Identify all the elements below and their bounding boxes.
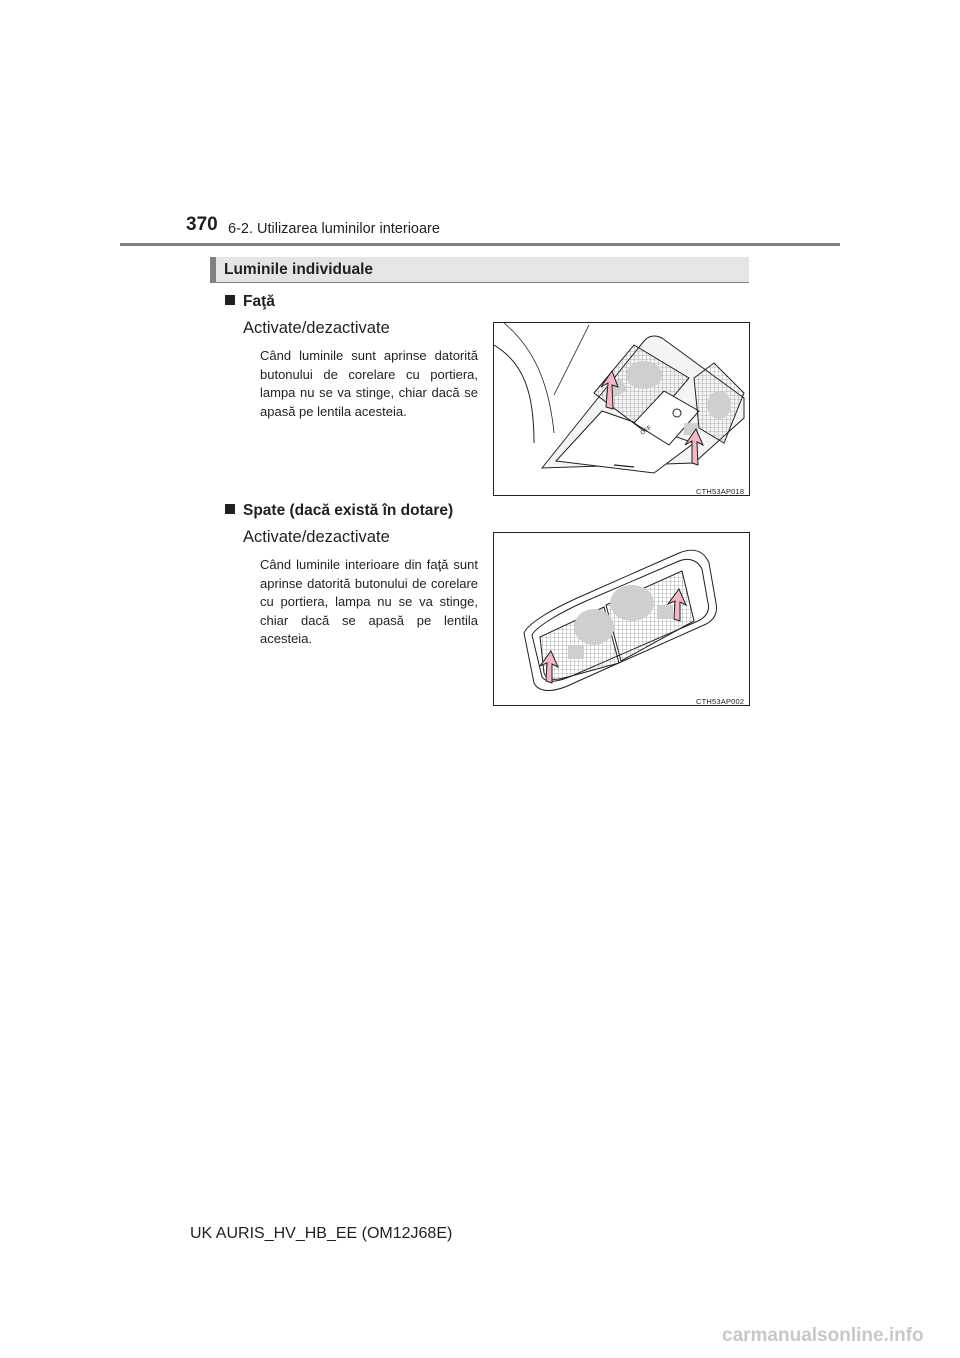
item-rear-description: Când luminile interioare din faţă sunt aprinse datorită butonului de corelare cu portiera, lampa nu se va stinge, chiar dacă se apasă pe lentila acesteia. [260,557,478,646]
watermark-logo: carmanualsonline.info [722,1325,924,1346]
front-lamp-illustration [494,323,750,496]
item-rear-title-row [225,502,453,520]
rear-lamp-illustration [494,533,750,706]
page-number: 370 [186,214,218,235]
item-front-subtitle: Activate/dezactivate [243,319,390,337]
section-title: 6-2. Utilizarea luminilor interioare [228,221,440,237]
rear-figure-code: CTH53AP002 [696,697,745,706]
footer-model-code: UK AURIS_HV_HB_EE (OM12J68E) [190,1225,453,1242]
bullet-square-icon [225,504,235,514]
rear-lamp-figure [493,532,750,706]
item-front-title: Faţă [243,293,275,310]
item-rear-title: Spate (dacă există în dotare) [243,502,454,519]
item-front-description: Când luminile sunt aprinse datorită butonului de corelare cu portiera, lampa nu se va stinge, chiar dacă se apasă pe lentila acesteia. [260,348,478,419]
item-rear-subtitle: Activate/dezactivate [243,528,390,546]
bullet-square-icon [225,295,235,305]
section-heading: Luminile individuale [224,261,373,278]
off-button-label: OFF [639,424,653,437]
front-figure-code: CTH53AP018 [696,487,745,496]
header-rule [120,243,840,246]
item-front-title-row [225,293,275,311]
front-lamp-figure [493,322,750,496]
